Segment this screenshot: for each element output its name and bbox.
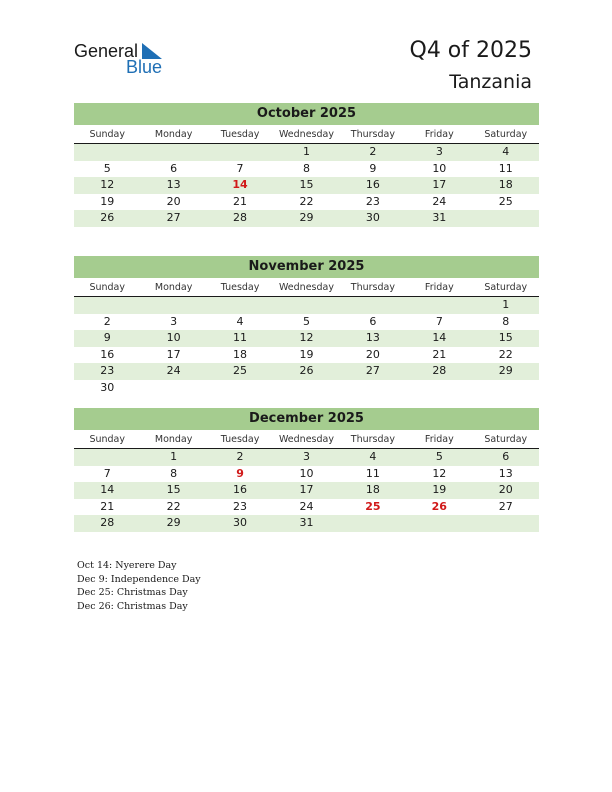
week-row [74, 161, 539, 178]
day-cell [207, 144, 273, 161]
week-row [74, 482, 539, 499]
day-cell: 17 [166, 347, 181, 361]
day-cell: 15 [498, 331, 513, 344]
weekday-label: Tuesday [220, 129, 260, 140]
day-cell: 18 [365, 483, 380, 496]
month-calendar-november [74, 256, 539, 396]
week-row [74, 210, 539, 227]
day-cell: 15 [299, 178, 314, 191]
week-row [74, 194, 539, 211]
day-cell [340, 515, 406, 532]
day-cell: 24 [166, 364, 181, 377]
day-cell: 2 [369, 145, 377, 158]
weekday-label: Sunday [89, 129, 125, 140]
weekday-header-row [74, 432, 539, 449]
day-cell: 13 [498, 466, 513, 480]
month-calendar-december [74, 408, 539, 532]
day-cell: 3 [302, 450, 310, 463]
day-cell: 17 [299, 483, 314, 496]
day-cell: 31 [432, 211, 447, 224]
page-title: Q4 of 2025 [409, 38, 532, 63]
country-name: Tanzania [449, 71, 532, 93]
weekday-label: Friday [424, 434, 454, 445]
day-cell: 3 [435, 145, 443, 158]
day-cell: 16 [233, 483, 248, 496]
day-cell: 8 [302, 161, 310, 175]
weekday-label: Wednesday [278, 282, 334, 293]
week-row [74, 347, 539, 364]
weekday-label: Friday [424, 282, 454, 293]
day-cell: 11 [365, 466, 380, 480]
day-cell: 7 [236, 161, 244, 175]
week-row [74, 314, 539, 331]
day-cell: 21 [100, 499, 115, 513]
day-cell: 25 [498, 194, 513, 208]
day-cell: 20 [498, 483, 513, 496]
week-row [74, 177, 539, 194]
day-cell: 8 [170, 466, 178, 480]
week-row [74, 449, 539, 466]
day-cell: 28 [100, 516, 115, 529]
day-cell [273, 380, 339, 397]
holiday-item: Oct 14: Nyerere Day [77, 560, 177, 571]
holiday-item: Dec 26: Christmas Day [77, 600, 188, 612]
day-cell: 19 [299, 347, 314, 361]
day-cell [406, 297, 472, 314]
weekday-label: Wednesday [278, 129, 334, 140]
day-cell [273, 297, 339, 314]
weekday-label: Saturday [484, 129, 528, 140]
day-cell: 10 [166, 331, 181, 344]
week-row [74, 297, 539, 314]
weekday-label: Saturday [484, 282, 528, 293]
day-cell: 4 [369, 450, 377, 463]
day-cell [406, 515, 472, 532]
weekday-label: Wednesday [278, 434, 334, 445]
day-cell: 1 [170, 450, 178, 463]
day-cell: 24 [432, 194, 447, 208]
day-cell: 10 [432, 161, 447, 175]
day-cell: 28 [233, 211, 248, 224]
logo-text-blue: Blue [126, 57, 163, 77]
day-cell: 22 [498, 347, 513, 361]
day-cell [340, 380, 406, 397]
day-cell: 1 [302, 145, 310, 158]
day-cell: 27 [365, 364, 380, 377]
day-cell: 22 [299, 194, 314, 208]
day-cell: 14 [432, 331, 447, 344]
day-cell: 25 [233, 364, 248, 377]
weekday-label: Thursday [350, 129, 395, 140]
day-cell [340, 297, 406, 314]
day-cell: 18 [233, 347, 248, 361]
day-cell: 6 [369, 314, 377, 328]
day-cell: 21 [432, 347, 447, 361]
day-cell: 12 [100, 178, 115, 191]
day-cell [74, 449, 140, 466]
day-cell [207, 380, 273, 397]
day-cell: 19 [100, 194, 115, 208]
day-cell: 15 [166, 483, 181, 496]
holiday-day-cell: 14 [232, 178, 248, 191]
day-cell: 13 [166, 178, 181, 191]
day-cell: 23 [233, 499, 248, 513]
day-cell: 27 [498, 499, 513, 513]
week-row [74, 515, 539, 532]
week-row [74, 380, 539, 397]
day-cell: 3 [170, 314, 178, 328]
week-row [74, 144, 539, 161]
holiday-day-cell: 25 [365, 499, 381, 513]
week-row [74, 363, 539, 380]
day-cell: 16 [100, 347, 115, 361]
day-cell [406, 380, 472, 397]
day-cell: 10 [299, 466, 314, 480]
day-cell: 14 [100, 483, 115, 496]
weekday-label: Monday [154, 282, 193, 293]
weekday-label: Tuesday [220, 434, 260, 445]
day-cell [207, 297, 273, 314]
day-cell: 5 [302, 314, 310, 328]
week-row [74, 499, 539, 516]
day-cell: 22 [166, 499, 181, 513]
day-cell: 30 [233, 516, 248, 529]
day-cell: 1 [502, 298, 510, 311]
weekday-label: Thursday [350, 434, 395, 445]
day-cell: 11 [498, 161, 513, 175]
weekday-header-row [74, 127, 539, 144]
day-cell: 9 [103, 331, 111, 344]
week-row [74, 330, 539, 347]
weekday-label: Monday [154, 434, 193, 445]
day-cell: 30 [365, 211, 380, 224]
day-cell [473, 380, 539, 397]
day-cell: 7 [435, 314, 443, 328]
day-cell [74, 297, 140, 314]
weekday-label: Sunday [89, 434, 125, 445]
day-cell: 9 [369, 161, 377, 175]
month-title: November 2025 [74, 256, 539, 278]
day-cell: 24 [299, 499, 314, 513]
day-cell: 13 [365, 331, 380, 344]
generalblue-logo [74, 40, 174, 78]
weekday-header-row [74, 280, 539, 297]
day-cell: 2 [236, 450, 244, 463]
weekday-label: Friday [424, 129, 454, 140]
day-cell: 5 [435, 450, 443, 463]
month-title: October 2025 [74, 103, 539, 125]
holiday-day-cell: 26 [431, 499, 447, 513]
holiday-day-cell: 9 [236, 466, 244, 480]
day-cell: 19 [432, 483, 447, 496]
day-cell: 31 [299, 516, 314, 529]
day-cell [140, 144, 206, 161]
week-row [74, 466, 539, 483]
day-cell: 26 [299, 364, 314, 377]
day-cell: 11 [233, 331, 248, 344]
weekday-label: Thursday [350, 282, 395, 293]
weekday-label: Tuesday [220, 282, 260, 293]
holiday-list [77, 559, 201, 613]
day-cell: 18 [498, 178, 513, 191]
day-cell: 23 [365, 194, 380, 208]
day-cell: 20 [166, 194, 181, 208]
day-cell: 21 [233, 194, 248, 208]
day-cell: 29 [166, 516, 181, 529]
day-cell: 27 [166, 211, 181, 224]
day-cell: 2 [103, 314, 111, 328]
month-calendar-october [74, 103, 539, 227]
day-cell [473, 210, 539, 227]
logo-text-general: General [74, 41, 139, 61]
day-cell: 26 [100, 211, 115, 224]
day-cell: 5 [103, 161, 111, 175]
day-cell: 17 [432, 178, 447, 191]
month-title: December 2025 [74, 408, 539, 430]
holiday-item: Dec 9: Independence Day [77, 573, 201, 585]
day-cell [140, 297, 206, 314]
day-cell: 6 [170, 161, 178, 175]
day-cell [140, 380, 206, 397]
day-cell: 29 [498, 364, 513, 377]
day-cell: 7 [103, 466, 111, 480]
day-cell: 6 [502, 450, 510, 463]
day-cell: 30 [100, 380, 115, 394]
day-cell [473, 515, 539, 532]
weekday-label: Saturday [484, 434, 528, 445]
holiday-item: Dec 25: Christmas Day [77, 587, 188, 598]
day-cell: 23 [100, 364, 115, 377]
day-cell: 4 [502, 145, 510, 158]
day-cell: 12 [432, 466, 447, 480]
day-cell [74, 144, 140, 161]
day-cell: 28 [432, 364, 447, 377]
weekday-label: Monday [154, 129, 193, 140]
day-cell: 12 [299, 331, 314, 344]
weekday-label: Sunday [89, 282, 125, 293]
day-cell: 16 [365, 178, 380, 191]
day-cell: 8 [502, 314, 510, 328]
day-cell: 20 [365, 347, 380, 361]
day-cell: 4 [236, 314, 244, 328]
day-cell: 29 [299, 211, 314, 224]
